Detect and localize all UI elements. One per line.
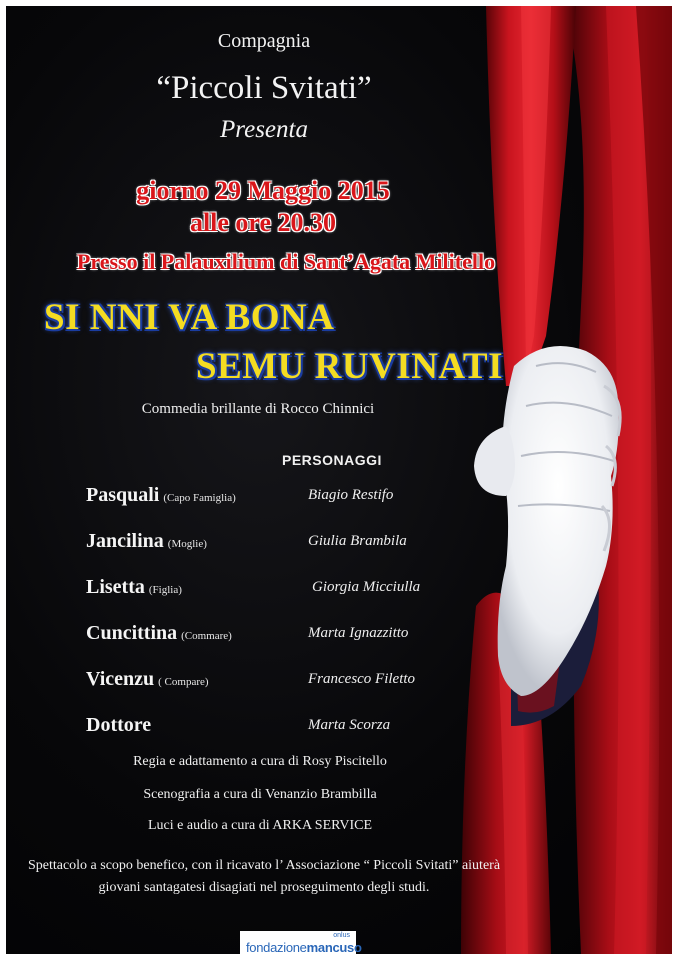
event-venue: Presso il Palauxilium di Sant’Agata Militello [76,249,496,274]
company-label: Compagnia [217,30,311,52]
cast-character: Vicenzu ( Compare) [86,668,209,690]
cast-row [86,576,486,604]
cast-character: Pasquali (Capo Famiglia) [86,484,236,506]
cast-row [86,484,486,512]
show-subtitle: Commedia brillante di Rocco Chinnici [141,401,375,417]
cast-actor: Giorgia Micciulla [312,579,421,595]
cast-character: Cuncittina (Commare) [86,622,232,644]
cast-character: Lisetta (Figlia) [86,576,182,598]
cast-character: Jancilina (Moglie) [86,530,207,552]
charity-note-line1: Spettacolo a scopo benefico, con il ricavato l’ Associazione “ Piccoli Svitati” aiuterà [27,858,501,873]
cast-row [86,714,486,742]
cast-role: (Moglie) [167,538,207,550]
event-date: giorno 29 Maggio 2015 [136,176,390,205]
cast-row [86,622,486,650]
charity-note-line2: giovani santagatesi disagiati nel proseguimento degli studi. [98,880,430,895]
cast-role: (Capo Famiglia) [163,492,236,504]
event-time: alle ore 20.30 [189,208,337,237]
cast-role: (Commare) [181,630,232,642]
cast-actor: Giulia Brambila [308,533,407,549]
show-title-line1: SI NNI VA BONA [44,297,335,338]
cast-actor: Biagio Restifo [308,487,394,503]
sponsor-logo-sup: onlus [333,932,350,939]
theater-curtain-illustration [6,6,672,954]
credit-scenography: Scenografia a cura di Venanzio Brambilla [143,787,377,802]
show-title-line2: SEMU RUVINATI [196,346,503,387]
presents-label: Presenta [220,116,308,143]
cast-row [86,668,486,696]
sponsor-logo [240,931,362,955]
sponsor-logo-text: fondazionemancuso [246,940,362,955]
cast-role: ( Compare) [158,676,209,688]
cast-row [86,530,486,558]
poster [6,6,672,954]
cast-actor: Marta Ignazzitto [308,625,409,641]
cast-character: Dottore [86,714,152,736]
company-name: “Piccoli Svitati” [156,70,372,106]
cast-actor: Francesco Filetto [308,671,416,687]
credit-lights-audio: Luci e audio a cura di ARKA SERVICE [147,818,373,833]
cast-actor: Marta Scorza [308,717,391,733]
cast-heading: PERSONAGGI [282,452,382,468]
cast-role: (Figlia) [148,584,182,596]
credit-direction: Regia e adattamento a cura di Rosy Piscitello [133,754,387,769]
